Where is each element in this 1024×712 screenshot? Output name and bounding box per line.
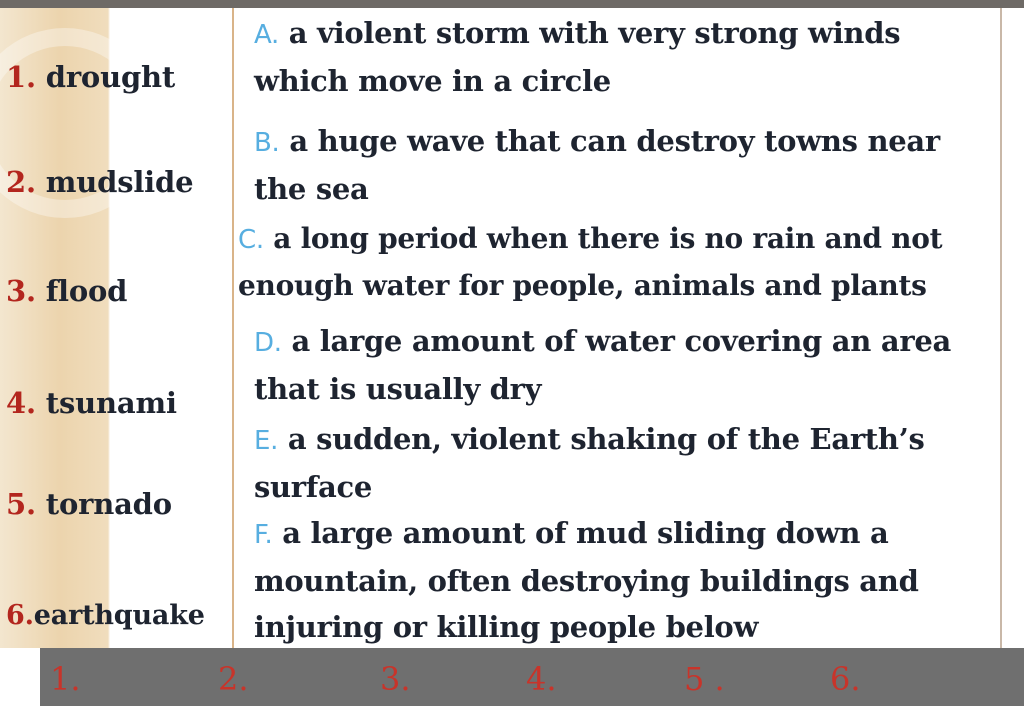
term-number: 2 [6, 165, 26, 199]
term-sep: . [25, 274, 46, 308]
answer-bar [40, 648, 1024, 706]
definition-c [238, 216, 942, 309]
definition-line: the sea [254, 172, 369, 206]
term-5 [6, 487, 172, 521]
column-divider [232, 8, 234, 648]
term-2 [6, 165, 193, 199]
definition-e [254, 416, 925, 510]
definition-letter: E. [254, 426, 279, 456]
term-6 [6, 600, 205, 631]
term-sep: . [25, 60, 46, 94]
term-4 [6, 386, 177, 420]
term-word: drought [45, 60, 176, 94]
answer-slot-4[interactable]: 4. [526, 660, 557, 698]
definition-line: a violent storm with very strong winds [288, 16, 901, 50]
terms-column-background [0, 8, 232, 648]
term-3 [6, 274, 127, 308]
term-sep: . [24, 600, 34, 631]
term-number: 5 [6, 487, 26, 521]
term-number: 4 [6, 386, 26, 420]
definition-letter: A. [254, 20, 279, 50]
definition-f [254, 510, 919, 650]
term-number: 6 [6, 600, 25, 631]
term-word: flood [45, 274, 128, 308]
term-1 [6, 60, 175, 94]
definition-letter: F. [254, 520, 273, 550]
top-border [0, 0, 1024, 8]
definition-line: a large amount of water covering an area [291, 324, 951, 358]
definition-line: surface [254, 470, 372, 504]
bottom-strip [0, 706, 1024, 712]
term-word: tsunami [45, 386, 177, 420]
definition-letter: D. [254, 328, 282, 358]
definition-a [254, 10, 900, 104]
definition-letter: C. [238, 225, 264, 255]
definition-letter: B. [254, 128, 280, 158]
definition-line: a sudden, violent shaking of the Earth’s [287, 422, 925, 456]
answer-slot-2[interactable]: 2. [218, 660, 249, 698]
definition-line: injuring or killing people below [254, 610, 759, 644]
term-sep: . [25, 386, 46, 420]
term-sep: . [25, 165, 46, 199]
term-word: mudslide [45, 165, 194, 199]
definition-line: that is usually dry [254, 372, 542, 406]
term-number: 3 [6, 274, 26, 308]
definition-d [254, 318, 951, 412]
answer-slot-6[interactable]: 6. [830, 660, 861, 698]
definition-b [254, 118, 940, 212]
answer-slot-5[interactable]: 5 . [684, 660, 725, 698]
term-number: 1 [6, 60, 26, 94]
definition-line: enough water for people, animals and plants [238, 269, 927, 302]
definition-line: a long period when there is no rain and not [273, 222, 943, 255]
term-sep: . [25, 487, 46, 521]
right-border [1000, 8, 1002, 648]
answer-slot-1[interactable]: 1. [50, 660, 81, 698]
definition-line: a huge wave that can destroy towns near [289, 124, 940, 158]
answer-slot-3[interactable]: 3. [380, 660, 411, 698]
definition-line: which move in a circle [254, 64, 611, 98]
term-word: tornado [45, 487, 172, 521]
definition-line: mountain, often destroying buildings and [254, 564, 919, 598]
term-word: earthquake [33, 600, 205, 631]
definition-line: a large amount of mud sliding down a [282, 516, 889, 550]
